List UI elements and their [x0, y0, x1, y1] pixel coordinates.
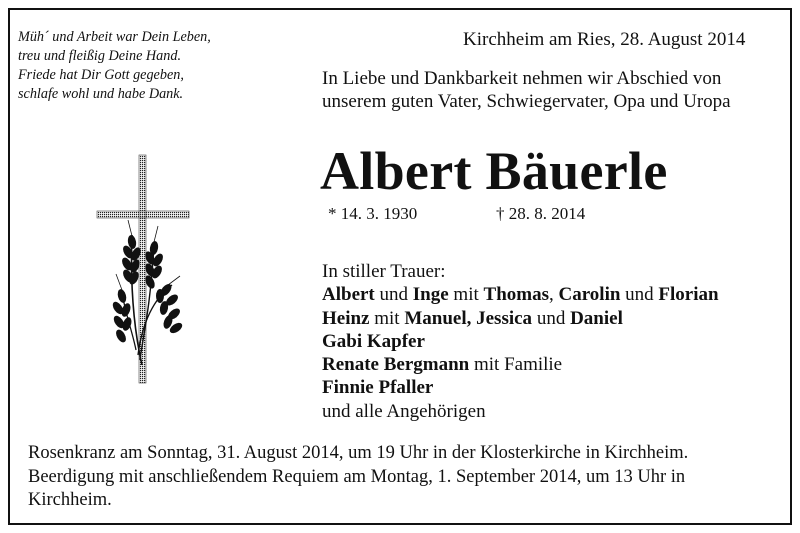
- mourner-connector: mit Familie: [469, 354, 563, 376]
- notice-line: Rosenkranz am Sonntag, 31. August 2014, um 19 Uhr in der Klosterkirche in Kirchheim.: [28, 443, 689, 463]
- mourner-line: [322, 283, 719, 306]
- mourner-name: Manuel, Jessica: [404, 307, 533, 329]
- mourner-connector: mit: [369, 307, 405, 329]
- intro-text: [322, 67, 731, 113]
- deceased-name: Albert Bäuerle: [320, 141, 668, 201]
- verse-line: Müh´ und Arbeit war Dein Leben,: [18, 29, 211, 45]
- memorial-verse: [18, 28, 211, 104]
- mourner-name: Heinz: [322, 307, 370, 329]
- mourner-connector: und: [532, 307, 571, 329]
- mourner-line: Finnie Pfaller: [322, 377, 434, 399]
- intro-line: In Liebe und Dankbarkeit nehmen wir Abschied von: [322, 68, 722, 89]
- cross-with-wheat-icon: [92, 150, 192, 395]
- mourner-line: Gabi Kapfer: [322, 330, 425, 352]
- place-and-date: Kirchheim am Ries, 28. August 2014: [463, 29, 746, 50]
- mourners-heading: In stiller Trauer:: [322, 261, 446, 282]
- verse-line: treu und fleißig Deine Hand.: [18, 48, 181, 64]
- mourner-name: Renate Bergmann: [322, 354, 470, 376]
- mourner-name: Carolin: [558, 284, 621, 306]
- mourner-connector: ,: [548, 284, 559, 306]
- verse-line: schlafe wohl und habe Dank.: [18, 86, 184, 102]
- mourner-connector: und: [374, 284, 413, 306]
- service-notice: [28, 442, 688, 513]
- intro-line: unserem guten Vater, Schwiegervater, Opa und Uropa: [322, 91, 731, 112]
- verse-line: Friede hat Dir Gott gegeben,: [18, 67, 184, 83]
- death-date: † 28. 8. 2014: [496, 204, 586, 223]
- mourners-list: [322, 260, 719, 423]
- mourner-connector: und: [620, 284, 659, 306]
- notice-line: Beerdigung mit anschließendem Requiem am Montag, 1. September 2014, um 13 Uhr in: [28, 466, 686, 487]
- mourner-name: Inge: [412, 284, 449, 306]
- mourner-name: Daniel: [570, 307, 623, 329]
- mourners-closing: und alle Angehörigen: [322, 400, 486, 422]
- notice-line: Kirchheim.: [28, 490, 112, 510]
- mourner-name: Florian: [658, 284, 719, 306]
- mourner-line: [322, 353, 719, 376]
- mourner-line: [322, 307, 719, 330]
- mourner-name: Albert: [322, 284, 375, 306]
- birth-date: * 14. 3. 1930: [328, 204, 418, 223]
- mourner-connector: mit: [448, 284, 484, 306]
- mourner-name: Thomas: [483, 284, 549, 306]
